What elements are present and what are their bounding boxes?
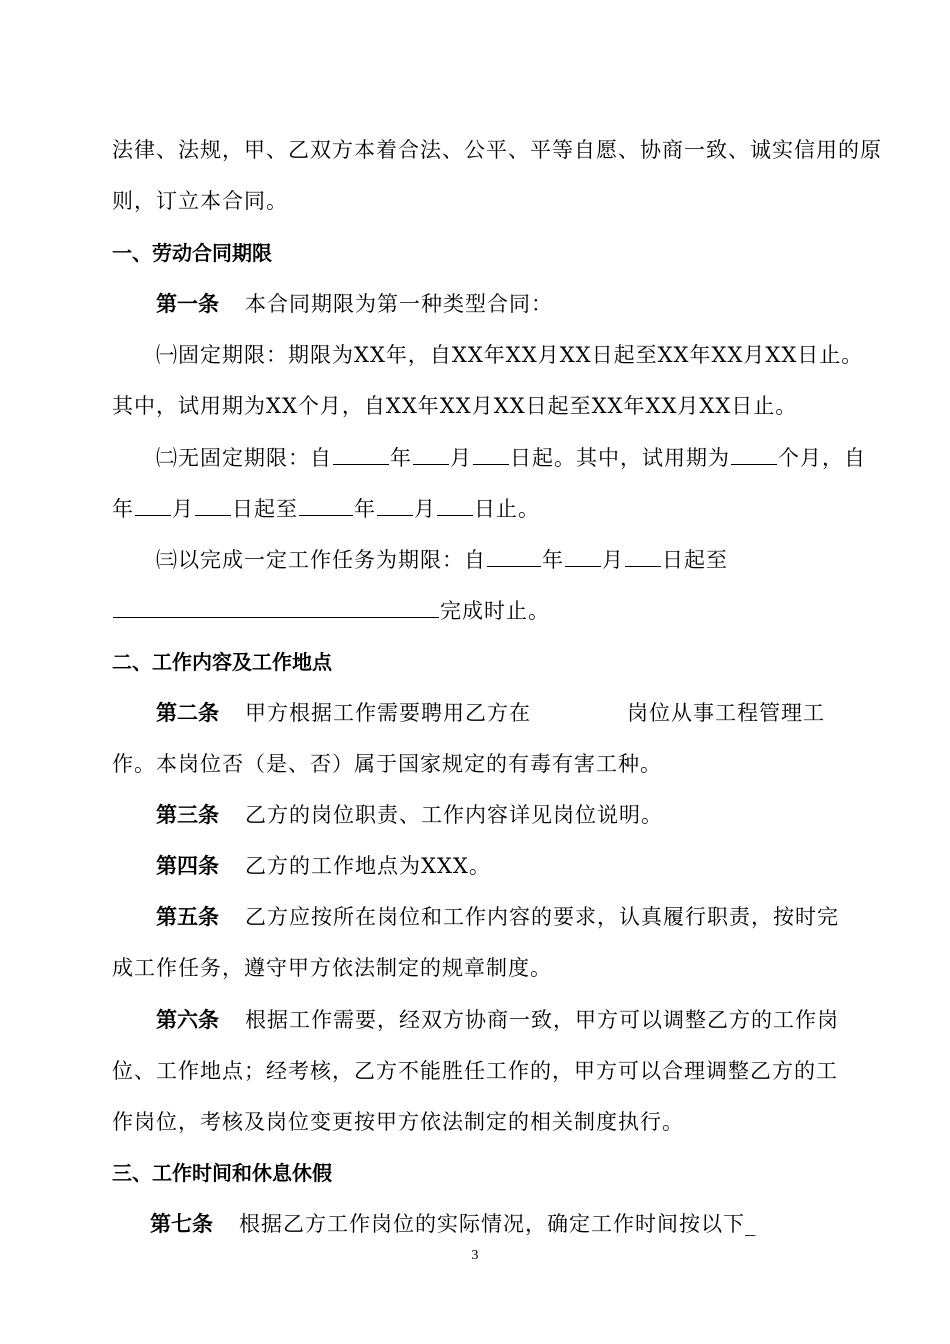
blank-field[interactable] bbox=[299, 493, 353, 516]
article-3-label: 第三条 bbox=[156, 803, 219, 827]
article-5: 第五条 乙方应按所在岗位和工作内容的要求，认真履行职责，按时完 bbox=[156, 905, 839, 929]
blank-field[interactable] bbox=[487, 544, 541, 567]
section-heading-3: 三、工作时间和休息休假 bbox=[112, 1161, 332, 1185]
article-2-label: 第二条 bbox=[156, 701, 219, 725]
task-term-line-2: 完成时止。 bbox=[112, 595, 846, 626]
section-heading-1: 一、劳动合同期限 bbox=[112, 241, 272, 265]
article-4: 第四条 乙方的工作地点为XXX。 bbox=[156, 854, 491, 878]
blank-field[interactable] bbox=[473, 442, 509, 465]
article-3: 第三条 乙方的岗位职责、工作内容详见岗位说明。 bbox=[156, 803, 663, 827]
article-1 bbox=[156, 289, 846, 319]
blank-field[interactable] bbox=[731, 442, 777, 465]
open-term-line-2: 年 月 日起至 年 月 日止。 bbox=[112, 493, 846, 524]
article-2: 第二条 甲方根据工作需要聘用乙方在 岗位从事工程管理工 bbox=[156, 701, 825, 725]
article-6-line-2: 位、工作地点；经考核，乙方不能胜任工作的，甲方可以合理调整乙方的工 bbox=[112, 1059, 838, 1083]
page-number: 3 bbox=[471, 1248, 479, 1263]
fixed-term-line-2: 其中，试用期为XX个月，自XX年XX月XX日起至XX年XX月XX日止。 bbox=[112, 394, 798, 418]
article-6: 第六条 根据工作需要，经双方协商一致，甲方可以调整乙方的工作岗 bbox=[156, 1008, 839, 1032]
blank-field[interactable] bbox=[195, 493, 231, 516]
blank-field[interactable] bbox=[625, 544, 661, 567]
section-heading-2: 二、工作内容及工作地点 bbox=[112, 650, 332, 674]
article-7: 第七条 根据乙方工作岗位的实际情况，确定工作时间按以下_ bbox=[150, 1212, 757, 1236]
blank-field[interactable] bbox=[377, 493, 413, 516]
blank-field[interactable] bbox=[333, 442, 389, 465]
blank-field[interactable] bbox=[565, 544, 601, 567]
article-5-label: 第五条 bbox=[156, 905, 219, 929]
article-4-label: 第四条 bbox=[156, 854, 219, 878]
open-term-line-1: ㈡无固定期限：自 年 月 日起。其中，试用期为 个月，自 bbox=[156, 442, 846, 473]
intro-line-2: 则，订立本合同。 bbox=[112, 189, 288, 213]
article-1-text: 本合同期限为第一种类型合同： bbox=[245, 292, 553, 316]
task-term-line-1: ㈢以完成一定工作任务为期限：自 年 月 日起至 bbox=[156, 544, 846, 575]
article-2-line-2: 作。本岗位否（是、否）属于国家规定的有毒有害工种。 bbox=[112, 752, 662, 776]
article-5-line-2: 成工作任务，遵守甲方依法制定的规章制度。 bbox=[112, 956, 552, 980]
intro-line-1: 法律、法规，甲、乙双方本着合法、公平、平等自愿、协商一致、诚实信用的原 bbox=[112, 138, 882, 162]
article-1-label: 第一条 bbox=[156, 292, 219, 316]
article-6-line-3: 作岗位，考核及岗位变更按甲方依法制定的相关制度执行。 bbox=[112, 1110, 684, 1134]
blank-field[interactable] bbox=[437, 493, 473, 516]
article-6-label: 第六条 bbox=[156, 1008, 219, 1032]
fixed-term-line-1: ㈠固定期限：期限为XX年，自XX年XX月XX日起至XX年XX月XX日止。 bbox=[156, 343, 864, 367]
blank-field[interactable] bbox=[413, 442, 449, 465]
blank-field[interactable] bbox=[135, 493, 171, 516]
blank-field[interactable] bbox=[113, 595, 439, 618]
article-7-label: 第七条 bbox=[150, 1212, 213, 1236]
